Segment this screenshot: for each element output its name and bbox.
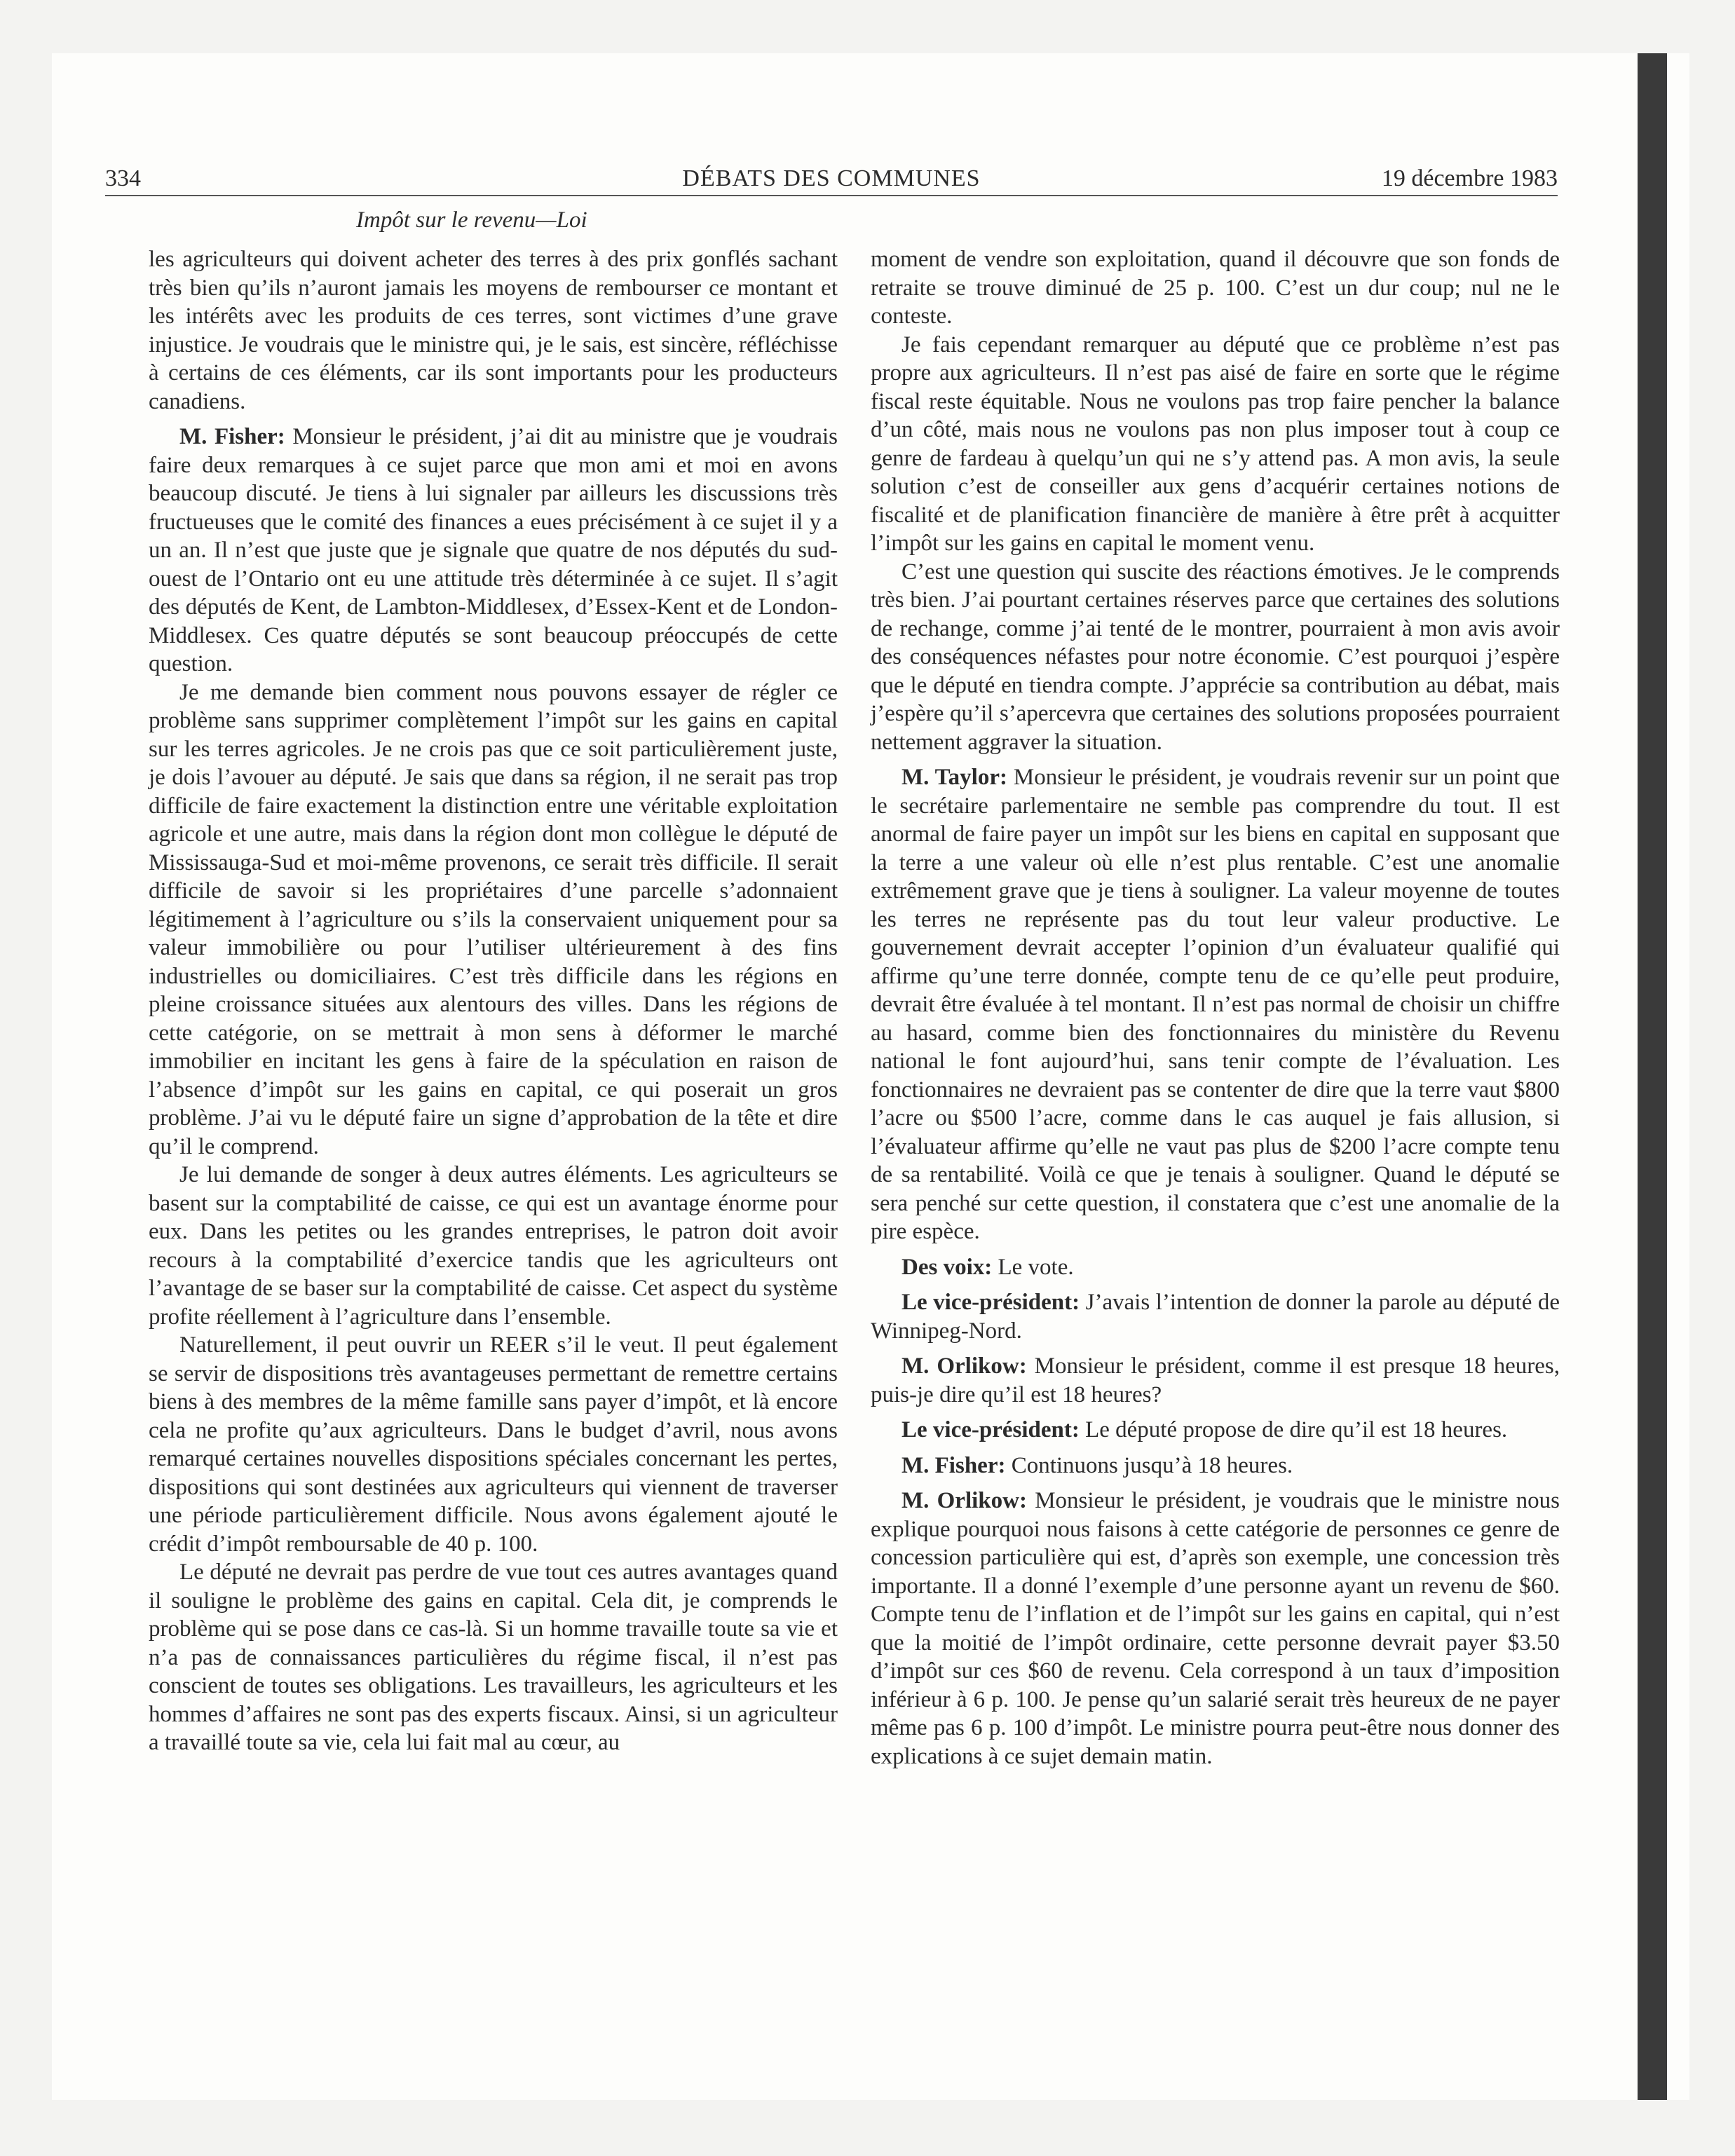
right-column — [871, 245, 1560, 1770]
speech-text: Monsieur le président, j’ai dit au ministre que je voudrais faire deux remarques à ce sujet parce que mon ami et moi en avons beaucoup discuté. Je tiens à lui signaler par ailleurs les discussions très fructueuses que le comité des finances a eues précisément à ce sujet il y a un an. Il n’est que juste que je signale que quatre de nos députés du sud-ouest de l’Ontario ont eu une attitude très déterminée à ce sujet. Il s’agit des députés de Kent, de Lambton-Middlesex, d’Essex-Kent et de London-Middlesex. Ces quatre députés se sont beaucoup préoccupés de cette question. — [149, 424, 838, 676]
speaker-name: M. Fisher: — [179, 424, 285, 449]
speech-text: Continuons jusqu’à 18 heures. — [1011, 1452, 1293, 1478]
speech-paragraph — [871, 1416, 1560, 1445]
speech-text: J’avais l’intention de donner la parole au député de Winnipeg-Nord. — [871, 1290, 1560, 1344]
speech-text: Le député propose de dire qu’il est 18 heures. — [1085, 1417, 1508, 1442]
speech-text: Monsieur le président, je voudrais que le ministre nous explique pourquoi nous faisons à cette catégorie de personnes ce genre de concession particulière qui est, d’après son exemple, une concession très importante. Il a donné l’exemple d’une personne ayant un revenu de $60. Compte tenu de l’inflation et de l’impôt sur les gains en capital, qui n’est que la moitié de l’impôt ordinaire, cette personne devrait payer $3.50 d’impôt sur ces $60 de revenu. Cela correspond à un taux d’imposition inférieur à 6 p. 100. Je pense qu’un salarié serait très heureux de ne payer même pas 6 p. 100 d’impôt. Le ministre pourra peut-être nous donner des explications à ce sujet demain matin. — [871, 1488, 1560, 1769]
paragraph: Le député ne devrait pas perdre de vue tout ces autres avantages quand il souligne le problème des gains en capital. Cela dit, je comprends le problème qui se pose dans ce cas-là. Si un homme travaille toute sa vie et n’a pas de connaissances particulières du régime fiscal, il n’est pas conscient de toutes ses obligations. Les travailleurs, les agriculteurs et les hommes d’affaires ne sont pas des experts fiscaux. Ainsi, si un agriculteur a travaillé toute sa vie, cela lui fait mal au cœur, au — [149, 1560, 838, 1755]
speaker-name: M. Orlikow: — [901, 1353, 1027, 1379]
speaker-name: Des voix: — [901, 1254, 993, 1280]
paragraph: Naturellement, il peut ouvrir un REER s’il le veut. Il peut également se servir de dispositions très avantageuses permettant de remettre certains biens à des membres de la même famille sans payer d’impôt, et là encore cela ne profite qu’aux agriculteurs. Dans le budget d’avril, nous avons remarqué certaines nouvelles dispositions spéciales concernant les pertes, dispositions qui sont destinées aux agriculteurs qui viennent de traverser une période particulièrement difficile. Nous avons également ajouté le crédit d’impôt remboursable de 40 p. 100. — [149, 1332, 838, 1557]
page-title: DÉBATS DES COMMUNES — [682, 165, 981, 191]
page-header — [105, 156, 1558, 196]
paragraph: Je me demande bien comment nous pouvons essayer de régler ce problème sans supprimer complètement l’impôt sur les gains en capital sur les terres agricoles. Je ne crois pas que ce soit particulièrement juste, je dois l’avouer au député. Je sais que dans sa région, il ne serait pas trop difficile de faire exactement la distinction entre une véritable exploitation agricole et une autre, mais dans la région dont mon collègue le député de Mississauga-Sud et moi-même provenons, ce serait très difficile. Il serait difficile de savoir si les propriétaires d’une parcelle s’adonnaient légitimement à l’agriculture ou s’ils la conservaient uniquement pour sa valeur immobilière ou pour l’utiliser ultérieurement à des fins industrielles ou domiciliaires. C’est très difficile dans les régions en pleine croissance situées aux alentours des villes. Dans les régions de cette catégorie, on se mettrait à mon sens à déformer le marché immobilier en incitant les gens à faire de la spéculation en raison de l’absence d’impôt sur les gains en capital, ce qui poserait un gros problème. J’ai vu le député faire un signe d’approbation de la tête et dire qu’il le comprend. — [149, 679, 838, 1159]
speech-paragraph — [871, 1452, 1560, 1480]
speaker-name: M. Fisher: — [901, 1452, 1006, 1478]
paragraph: moment de vendre son exploitation, quand il découvre que son fonds de retraite se trouve diminué de 25 p. 100. C’est un dur coup; nul ne le conteste. — [871, 247, 1560, 329]
page-number: 334 — [105, 165, 141, 191]
speech-paragraph — [871, 763, 1560, 1246]
speaker-name: Le vice-président: — [901, 1290, 1080, 1315]
scan-edge — [1638, 53, 1667, 2100]
speech-paragraph — [871, 1487, 1560, 1770]
left-column — [149, 245, 838, 1757]
paragraph: C’est une question qui suscite des réactions émotives. Je le comprends très bien. J’ai pourtant certaines réserves parce que certaines des solutions de rechange, comme j’ai tenté de le montrer, pourraient à mon avis avoir des conséquences néfastes pour notre économie. C’est pourquoi j’espère que le député en tiendra compte. J’apprécie sa contribution au débat, mais j’espère qu’il s’apercevra que certaines des solutions proposées pourraient nettement aggraver la situation. — [871, 559, 1560, 755]
speech-text: Le vote. — [998, 1254, 1074, 1280]
speech-text: Monsieur le président, comme il est presque 18 heures, puis-je dire qu’il est 18 heures? — [871, 1353, 1560, 1407]
speech-paragraph — [871, 1288, 1560, 1345]
speech-text: Monsieur le président, je voudrais revenir sur un point que le secrétaire parlementaire ne semble pas comprendre du tout. Il est anormal de faire payer un impôt sur les biens en capital en supposant que la terre a une valeur où elle n’est plus rentable. C’est une anomalie extrêmement grave que je tiens à souligner. La valeur moyenne de toutes les terres ne représente pas du tout leur valeur productive. Le gouvernement devrait accepter l’opinion d’un évaluateur qualifié qui affirme qu’une terre donnée, compte tenu de ce qu’elle peut produire, devrait être évaluée à tel montant. Il n’est pas normal de choisir un chiffre au hasard, comme bien des fonctionnaires du ministère du Revenu national le font aujourd’hui, sans tenir compte de l’évaluation. Les fonctionnaires ne devraient pas se contenter de dire que la terre vaut $800 l’acre ou $500 l’acre, comme dans le cas auquel je fais allusion, si l’évaluateur affirme qu’elle ne vaut pas plus de $200 l’acre compte tenu de sa rentabilité. Voilà ce que je tenais à souligner. Quand le député se sera penché sur cette question, il constatera que c’est une anomalie de la pire espèce. — [871, 765, 1560, 1244]
speech-paragraph — [871, 1352, 1560, 1409]
speaker-name: M. Orlikow: — [901, 1488, 1027, 1513]
speech-paragraph — [871, 1253, 1560, 1282]
paragraph: les agriculteurs qui doivent acheter des terres à des prix gonflés sachant très bien qu’ils n’auront jamais les moyens de rembourser ce montant et les intérêts avec les produits de ces terres, sont victimes d’une grave injustice. Je voudrais que le ministre qui, je le sais, est sincère, réfléchisse à certains de ces éléments, car ils sont importants pour les producteurs canadiens. — [149, 247, 838, 414]
speaker-name: M. Taylor: — [901, 765, 1007, 790]
speech-paragraph — [149, 423, 838, 678]
paragraph: Je lui demande de songer à deux autres éléments. Les agriculteurs se basent sur la comptabilité de caisse, ce qui est un avantage énorme pour eux. Dans les petites ou les grandes entreprises, le patron doit avoir recours à la comptabilité d’exercice tandis que les agriculteurs ont l’avantage de se baser sur la comptabilité de caisse. Cet aspect du système profite réellement à l’agriculture dans l’ensemble. — [149, 1162, 838, 1330]
page-date: 19 décembre 1983 — [1381, 165, 1558, 191]
speaker-name: Le vice-président: — [901, 1417, 1080, 1442]
paragraph: Je fais cependant remarquer au député que ce problème n’est pas propre aux agriculteurs. Il n’est pas aisé de faire en sorte que le régime fiscal reste équitable. Nous ne voulons pas trop faire pencher la balance d’un côté, mais nous ne voulons pas non plus imposer tout à coup ce genre de fardeau à quelqu’un qui ne s’y attend pas. A mon avis, la seule solution c’est de conseiller aux gens d’acquérir certaines notions de fiscalité et de planification financière de manière à être prêt à acquitter l’impôt sur les gains en capital le moment venu. — [871, 332, 1560, 556]
section-subheader: Impôt sur le revenu—Loi — [356, 207, 587, 233]
